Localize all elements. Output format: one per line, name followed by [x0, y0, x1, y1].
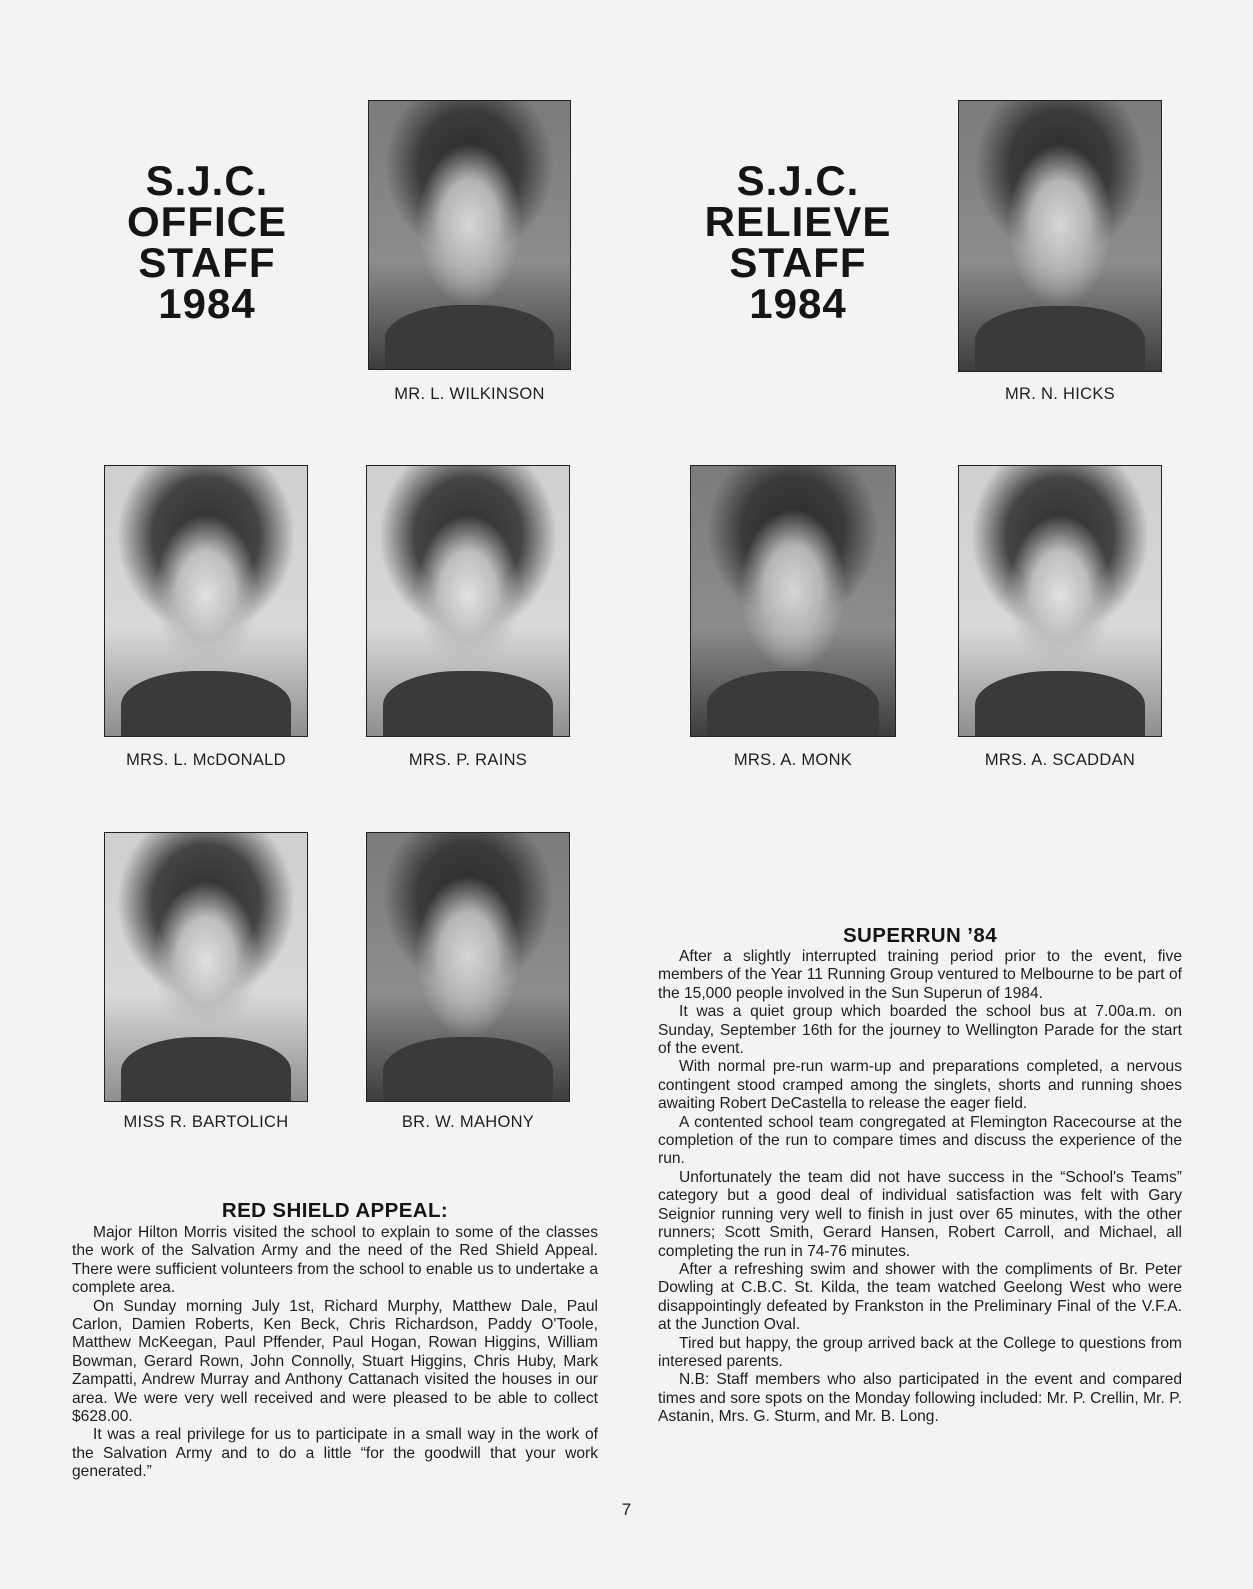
- photo-rains: [366, 465, 570, 737]
- red-shield-title: RED SHIELD APPEAL:: [221, 1199, 449, 1222]
- superrun-title: SUPERRUN ’84: [842, 924, 998, 947]
- caption-bartolich: MISS R. BARTOLICH: [123, 1113, 289, 1131]
- photo-scaddan: [958, 465, 1162, 737]
- red-shield-paragraph: It was a real privilege for us to participate in a small way in the work of the Salvation Army and to do a little “for the goodwill that your work generated.”: [72, 1426, 598, 1481]
- photo-mahony: [366, 832, 570, 1102]
- superrun-paragraph: N.B: Staff members who also participated in the event and compared times and sore spots on the Monday following included: Mr. P. Crellin, Mr. P. Astanin, Mrs. G. Sturm, and Mr. B. Long.: [658, 1371, 1182, 1426]
- photo-monk: [690, 465, 896, 737]
- superrun-paragraph: A contented school team congregated at Flemington Racecourse at the completion of the run to compare times and discuss the experience of the run.: [658, 1113, 1182, 1168]
- caption-hicks: MR. N. HICKS: [1005, 385, 1115, 403]
- caption-rains: MRS. P. RAINS: [408, 751, 528, 769]
- photo-wilkinson: [368, 100, 571, 370]
- superrun-paragraph: Tired but happy, the group arrived back at the College to questions from interesed parents.: [658, 1334, 1182, 1370]
- red-shield-paragraph: On Sunday morning July 1st, Richard Murphy, Matthew Dale, Paul Carlon, Damien Roberts, Ken Beck, Chris Richardson, Paddy O'Toole, Matthew McKeegan, Paul Pffender, Paul Hogan, Rowan Higgins, William Bowman, Gerard Rown, John Connolly, Stuart Higgins, Chris Huby, Mark Zampatti, Andrew Murray and Anthony Cattanach visited the houses in our area. We were very well received and were pleased to be able to collect $628.00.: [72, 1297, 598, 1426]
- superrun-paragraph: It was a quiet group which boarded the school bus at 7.00a.m. on Sunday, September 16th for the journey to Wellington Parade for the start of the event.: [658, 1003, 1182, 1058]
- caption-wilkinson: MR. L. WILKINSON: [394, 385, 545, 403]
- caption-mahony: BR. W. MAHONY: [401, 1113, 535, 1131]
- caption-monk: MRS. A. MONK: [733, 751, 853, 769]
- superrun-paragraph: After a refreshing swim and shower with the compliments of Br. Peter Dowling at C.B.C. St. Kilda, the team watched Geelong West who were disappointingly defeated by Frankston in the Preliminary Final of the V.F.A. at the Junction Oval.: [658, 1260, 1182, 1334]
- photo-hicks: [958, 100, 1162, 372]
- superrun-article: [658, 948, 1182, 1427]
- caption-mcdonald: MRS. L. McDONALD: [126, 751, 286, 769]
- red-shield-paragraph: Major Hilton Morris visited the school to explain to some of the classes the work of the Salvation Army and the need of the Red Shield Appeal. There were sufficient volunteers from the school to enable us to undertake a complete area.: [72, 1224, 598, 1297]
- caption-scaddan: MRS. A. SCADDAN: [984, 751, 1136, 769]
- superrun-paragraph: With normal pre-run warm-up and preparations completed, a nervous contingent stood cramped among the singlets, shorts and running shoes awaiting Robert DeCastella to release the eager field.: [658, 1058, 1182, 1113]
- page-number: 7: [621, 1500, 632, 1519]
- superrun-paragraph: Unfortunately the team did not have success in the “School's Teams” category but a good deal of individual satisfaction was felt with Gary Seignior running very well to finish in just over 65 minutes, with the other runners; Scott Smith, Gerard Hansen, Robert Carroll, and Michael, all completing the run in 74-76 minutes.: [658, 1168, 1182, 1260]
- red-shield-article: [72, 1224, 598, 1482]
- photo-bartolich: [104, 832, 308, 1102]
- relieve-staff-heading: S.J.C. RELIEVE STAFF 1984: [704, 157, 892, 327]
- office-staff-heading: S.J.C. OFFICE STAFF 1984: [127, 157, 287, 327]
- superrun-paragraph: After a slightly interrupted training period prior to the event, five members of the Year 11 Running Group ventured to Melbourne to be part of the 15,000 people involved in the Sun Superun of 1984.: [658, 948, 1182, 1002]
- photo-mcdonald: [104, 465, 308, 737]
